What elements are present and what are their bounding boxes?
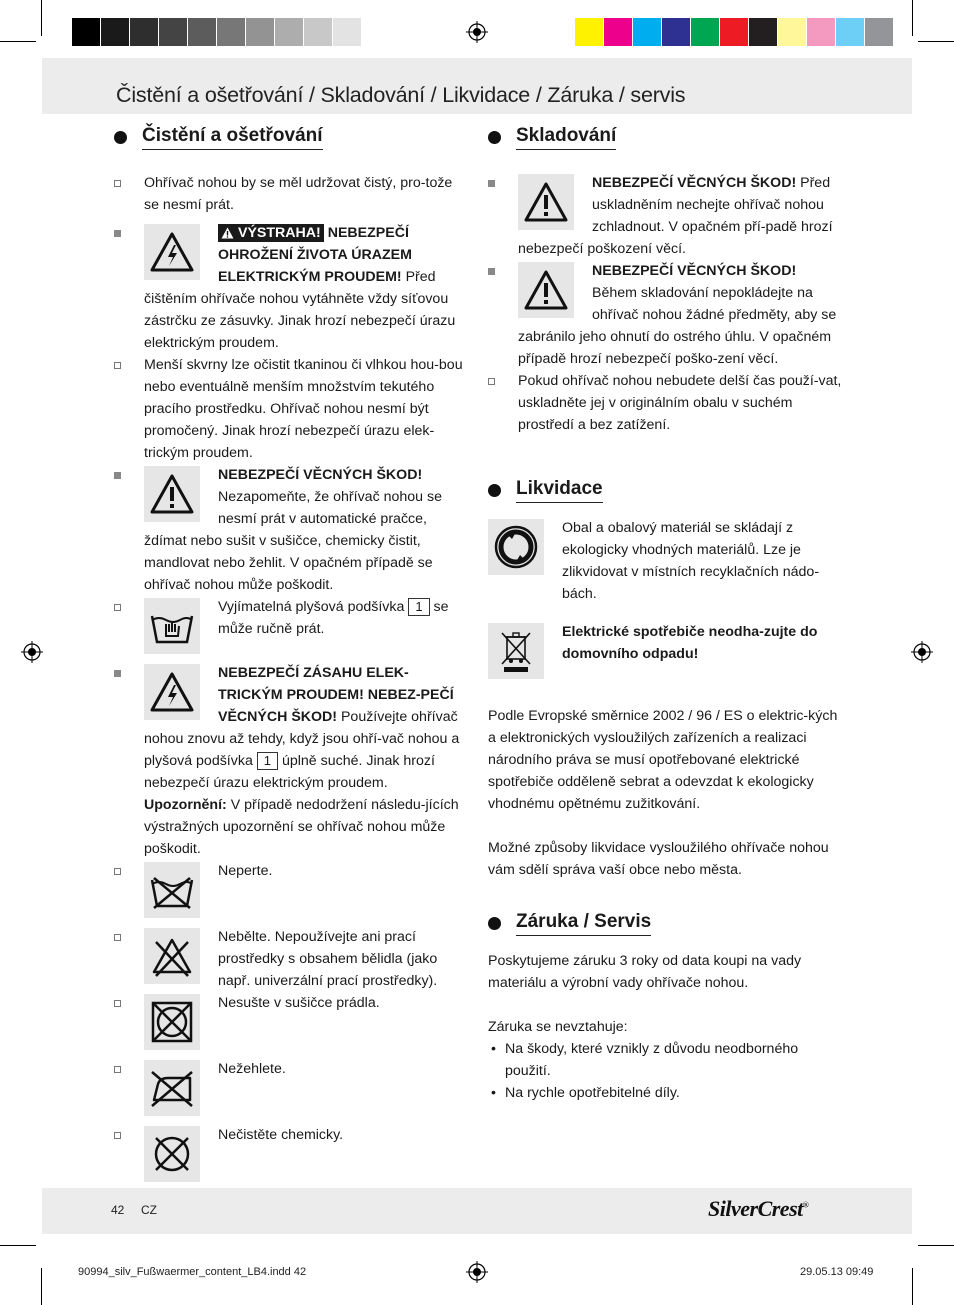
print-slug-date: 29.05.13 09:49 xyxy=(800,1266,874,1278)
no-dry-clean-icon xyxy=(144,1126,200,1182)
storage-disposal-warranty-column xyxy=(488,125,842,1104)
green-dot-recycling-icon xyxy=(488,519,544,575)
list-item xyxy=(114,172,468,216)
item-text: Obal a obalový materiál se skládají z ekologicky vhodných materiálů. Lze je zlikvidovat v místních recyklačních nádo-bách. xyxy=(562,520,820,602)
item-text: Používejte ohřívač nohou znovu až tehdy, když jsou ohří-vač nohou a plyšová podšívka xyxy=(144,709,460,769)
color-swatch xyxy=(749,18,778,46)
open-bullet-icon xyxy=(114,934,121,941)
list-item xyxy=(488,260,842,370)
section-dot-icon xyxy=(488,484,501,497)
color-swatch xyxy=(865,18,894,46)
color-swatch xyxy=(633,18,662,46)
section-dot-icon xyxy=(488,917,501,930)
section-heading-warranty xyxy=(488,911,842,936)
open-bullet-icon xyxy=(488,378,495,385)
item-text: Před čištěním ohřívače nohou vytáhněte vždy síťovou zástrčku ze zásuvky. Jinak hrozí nebezpečí úrazu elektrickým proudem. xyxy=(144,269,456,351)
section-dot-icon xyxy=(488,131,501,144)
print-slug-file: 90994_silv_Fußwaermer_content_LB4.indd 42 xyxy=(78,1266,307,1278)
list-item xyxy=(114,354,468,464)
warning-bold-text: NEBEZPEČÍ VĚCNÝCH ŠKOD! xyxy=(218,467,423,483)
filled-bullet-icon xyxy=(114,472,121,479)
color-swatch xyxy=(362,18,391,46)
color-swatch xyxy=(836,18,865,46)
section-title: Likvidace xyxy=(516,478,603,503)
item-text: Ohřívač nohou by se měl udržovat čistý, pro-tože se nesmí prát. xyxy=(144,175,453,213)
list-item xyxy=(488,370,842,436)
bullet-dot-icon: • xyxy=(491,1041,496,1057)
section-heading-cleaning xyxy=(114,125,468,150)
section-title: Záruka / Servis xyxy=(516,911,651,936)
crop-mark xyxy=(0,41,36,42)
warning-bold-text: NEBEZPEČÍ OHROŽENÍ ŽIVOTA ÚRAZEM ELEKTRICKÝM PROUDEM! xyxy=(218,225,412,285)
bullet-dot-icon: • xyxy=(491,1085,496,1101)
color-swatch xyxy=(217,18,246,46)
disposal-packaging xyxy=(488,517,842,605)
filled-bullet-icon xyxy=(488,180,495,187)
municipality-paragraph: Možné způsoby likvidace vysloužilého ohřívače nohou vám sdělí správa vaší obce nebo města. xyxy=(488,840,829,878)
silvercrest-logo: SilverCrest® xyxy=(708,1196,809,1221)
list-item xyxy=(114,596,468,660)
color-swatch xyxy=(333,18,362,46)
item-text: Nezapomeňte, že ohřívač nohou se nesmí prát v automatické pračce, ždímat nebo sušit v sušičce, chemicky čistit, mandlovat nebo žehlit. V opačném případě se ohřívač nohou může poškodit. xyxy=(144,489,442,593)
no-tumble-dry-icon xyxy=(144,994,200,1050)
disposal-electrical xyxy=(488,621,842,683)
warning-bold-text: NEBEZPEČÍ VĚCNÝCH ŠKOD! xyxy=(592,263,797,279)
care-symbols-list xyxy=(114,860,468,1190)
item-text: úplně suché. Jinak hrozí nebezpečí úrazu elektrickým proudem. xyxy=(144,753,435,791)
registration-mark-icon xyxy=(466,21,488,43)
care-symbol-item xyxy=(114,860,468,926)
section-dot-icon xyxy=(114,131,127,144)
color-swatch xyxy=(275,18,304,46)
care-symbol-item xyxy=(114,926,468,992)
open-bullet-icon xyxy=(114,868,121,875)
list-item xyxy=(114,222,468,354)
open-bullet-icon xyxy=(114,362,121,369)
filled-bullet-icon xyxy=(488,268,495,275)
language-code: CZ xyxy=(141,1203,157,1217)
open-bullet-icon xyxy=(114,1066,121,1073)
weee-crossed-bin-icon xyxy=(488,623,544,679)
item-text: Na rychle opotřebitelné díly. xyxy=(505,1085,680,1101)
item-text: Nežehlete. xyxy=(218,1061,286,1077)
part-number-badge: 1 xyxy=(257,752,278,770)
item-text: Nečistěte chemicky. xyxy=(218,1127,344,1143)
registration-mark-icon xyxy=(21,641,43,663)
electric-shock-warning-icon xyxy=(144,664,200,720)
item-text: Nebělte. Nepoužívejte ani prací prostředky s obsahem bělidla (jako např. univerzální prací prostředky). xyxy=(218,929,438,989)
open-bullet-icon xyxy=(114,180,121,187)
no-bleach-icon xyxy=(144,928,200,984)
crop-mark xyxy=(41,1268,42,1305)
item-text: Pokud ohřívač nohou nebudete delší čas použí-vat, uskladněte jej v originálním obalu v suchém prostředí a bez zatížení. xyxy=(518,373,842,433)
caution-warning-icon xyxy=(144,466,200,522)
color-swatch xyxy=(304,18,333,46)
care-symbol-item xyxy=(114,1058,468,1124)
color-swatch xyxy=(691,18,720,46)
crop-mark xyxy=(918,41,954,42)
warning-bold-text: NEBEZPEČÍ VĚCNÝCH ŠKOD! xyxy=(592,175,797,191)
no-iron-icon xyxy=(144,1060,200,1116)
hand-wash-icon xyxy=(144,598,200,654)
color-swatch xyxy=(662,18,691,46)
item-text: Během skladování nepokládejte na ohřívač nohou žádné předměty, aby se zabránilo jeho ohnutí do ostrého úhlu. V opačném případě hrozí nebezpečí poško-zení věcí. xyxy=(518,285,837,367)
section-heading-storage xyxy=(488,125,842,150)
section-heading-disposal xyxy=(488,478,842,503)
registration-mark-icon xyxy=(911,641,933,663)
list-item xyxy=(488,172,842,260)
color-swatch xyxy=(604,18,633,46)
care-symbol-item xyxy=(114,1124,468,1190)
item-text: Na škody, které vznikly z důvodu neodborného použití. xyxy=(505,1041,799,1079)
color-swatch xyxy=(159,18,188,46)
filled-bullet-icon xyxy=(114,670,121,677)
color-swatch xyxy=(130,18,159,46)
item-text: Vyjímatelná plyšová podšívka xyxy=(218,599,409,615)
note-text: V případě nedodržení následu-jících výstražných upozornění se ohřívač nohou může poškodit. xyxy=(144,797,459,857)
color-swatch xyxy=(101,18,130,46)
section-title: Čistění a ošetřování xyxy=(142,125,323,150)
item-text: Nesušte v sušičce prádla. xyxy=(218,995,380,1011)
electric-shock-warning-icon xyxy=(144,224,200,280)
crop-mark xyxy=(912,0,913,36)
warranty-exclusions-heading: Záruka se nevztahuje: xyxy=(488,1019,628,1035)
color-swatch xyxy=(778,18,807,46)
note-label: Upozornění: xyxy=(144,797,227,813)
warranty-paragraph: Poskytujeme záruku 3 roky od data koupi na vady materiálu a výrobní vady ohřívače nohou. xyxy=(488,953,802,991)
directive-paragraph: Podle Evropské směrnice 2002 / 96 / ES o elektric-kých a elektronických vysloužilých zařízeních a realizaci národního práva se musí opotřebované elektrické spotřebiče odděleně sebrat a odevzdat k ekologicky vhodnému opětnému zužitkování. xyxy=(488,708,838,812)
process-color-bar xyxy=(575,18,894,46)
page-title: Čistění a ošetřování / Skladování / Likvidace / Záruka / servis xyxy=(116,83,686,107)
crop-mark xyxy=(918,1245,954,1246)
no-wash-icon xyxy=(144,862,200,918)
color-swatch xyxy=(807,18,836,46)
warning-bold-text: Elektrické spotřebiče neodha-zujte do domovního odpadu! xyxy=(562,624,818,662)
part-number-badge: 1 xyxy=(408,598,429,616)
crop-mark xyxy=(912,1268,913,1305)
page-number: 42 xyxy=(111,1203,125,1217)
warning-tag: VÝSTRAHA! xyxy=(218,224,324,242)
section-title: Skladování xyxy=(516,125,616,150)
item-text: Neperte. xyxy=(218,863,273,879)
filled-bullet-icon xyxy=(114,230,121,237)
crop-mark xyxy=(0,1245,36,1246)
color-swatch xyxy=(72,18,101,46)
caution-warning-icon xyxy=(518,262,574,318)
care-symbol-item xyxy=(114,992,468,1058)
color-swatch xyxy=(188,18,217,46)
item-text: Menší skvrny lze očistit tkaninou či vlhkou hou-bou nebo eventuálně menším množstvím tekutého pracího prostředku. Ohřívač nohou nesmí být promočený. Jinak hrozí nebezpečí úrazu elek-trickým proudem. xyxy=(144,357,463,461)
caution-warning-icon xyxy=(518,174,574,230)
grayscale-color-bar xyxy=(72,18,391,46)
list-item xyxy=(114,464,468,596)
open-bullet-icon xyxy=(114,1132,121,1139)
list-item xyxy=(488,1038,842,1082)
list-item xyxy=(114,662,468,860)
warning-bold-text: NEBEZPEČÍ ZÁSAHU ELEK-TRICKÝM PROUDEM! NEBEZ-PEČÍ VĚCNÝCH ŠKOD! xyxy=(218,665,454,725)
color-swatch xyxy=(720,18,749,46)
open-bullet-icon xyxy=(114,1000,121,1007)
item-text: Před uskladněním nechejte ohřívač nohou zchladnout. V opačném pří-padě hrozí nebezpečí poškození věcí. xyxy=(518,175,833,257)
color-swatch xyxy=(246,18,275,46)
warranty-exclusions-list xyxy=(488,1038,842,1104)
list-item xyxy=(488,1082,842,1104)
open-bullet-icon xyxy=(114,604,121,611)
cleaning-column xyxy=(114,125,468,1190)
color-swatch xyxy=(575,18,604,46)
crop-mark xyxy=(41,0,42,36)
item-text: se může ručně prát. xyxy=(218,599,449,637)
registration-mark-icon xyxy=(466,1261,488,1283)
